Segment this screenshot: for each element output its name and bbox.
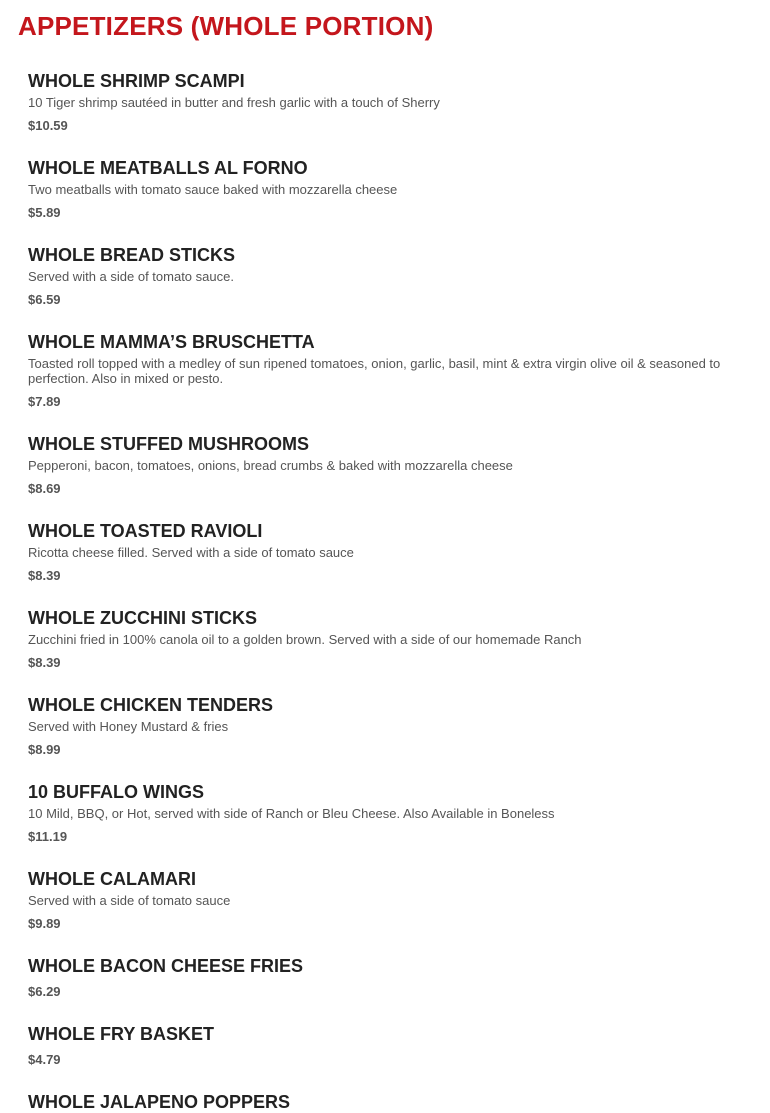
item-price: $4.79 [28,1052,61,1067]
menu-item[interactable] [28,520,746,585]
menu-item[interactable] [28,1023,746,1069]
item-price: $10.59 [28,118,68,133]
menu-item[interactable] [28,157,746,222]
item-price: $6.59 [28,292,61,307]
menu-item[interactable] [28,955,746,1001]
menu-item[interactable] [28,1091,746,1113]
item-name: WHOLE JALAPENO POPPERS [28,1092,291,1112]
item-description: Toasted roll topped with a medley of sun ripened tomatoes, onion, garlic, basil, mint & extra virgin olive oil & seasoned to perfection. Also in mixed or pesto. [28,356,721,386]
item-name: WHOLE STUFFED MUSHROOMS [28,434,309,454]
item-name: WHOLE BACON CHEESE FRIES [28,956,304,976]
item-price: $6.29 [28,984,61,999]
item-name: WHOLE ZUCCHINI STICKS [28,608,257,628]
menu-item[interactable] [28,868,746,933]
item-description: Ricotta cheese filled. Served with a side of tomato sauce [28,545,354,560]
menu-list [0,70,770,1113]
menu-item[interactable] [28,70,746,135]
item-name: WHOLE FRY BASKET [28,1024,215,1044]
menu-item[interactable] [28,244,746,309]
menu-item[interactable] [28,694,746,759]
item-name: WHOLE CALAMARI [28,869,196,889]
item-name: WHOLE MAMMA’S BRUSCHETTA [28,332,315,352]
item-price: $9.89 [28,916,61,931]
item-name: WHOLE SHRIMP SCAMPI [28,71,245,91]
menu-item[interactable] [28,781,746,846]
section-title: APPETIZERS (WHOLE PORTION) [18,11,434,41]
item-name: WHOLE TOASTED RAVIOLI [28,521,263,541]
item-description: Served with a side of tomato sauce. [28,269,234,284]
item-price: $8.69 [28,481,61,496]
item-description: 10 Tiger shrimp sautéed in butter and fresh garlic with a touch of Sherry [28,95,440,110]
item-price: $5.89 [28,205,61,220]
item-name: WHOLE MEATBALLS AL FORNO [28,158,308,178]
item-description: Pepperoni, bacon, tomatoes, onions, bread crumbs & baked with mozzarella cheese [28,458,513,473]
item-price: $11.19 [28,829,68,844]
item-description: Two meatballs with tomato sauce baked with mozzarella cheese [28,182,398,197]
item-price: $8.39 [28,568,61,583]
item-name: WHOLE BREAD STICKS [28,245,235,265]
item-description: Served with Honey Mustard & fries [28,719,229,734]
menu-item[interactable] [28,607,746,672]
menu-item[interactable] [28,331,746,411]
item-description: Zucchini fried in 100% canola oil to a golden brown. Served with a side of our homemade Ranch [28,632,582,647]
item-description: Served with a side of tomato sauce [28,893,231,908]
item-price: $7.89 [28,394,61,409]
item-price: $8.39 [28,655,61,670]
item-name: WHOLE CHICKEN TENDERS [28,695,274,715]
item-name: 10 BUFFALO WINGS [28,782,205,802]
item-description: 10 Mild, BBQ, or Hot, served with side of Ranch or Bleu Cheese. Also Available in Boneless [28,806,555,821]
menu-item[interactable] [28,433,746,498]
item-price: $8.99 [28,742,61,757]
